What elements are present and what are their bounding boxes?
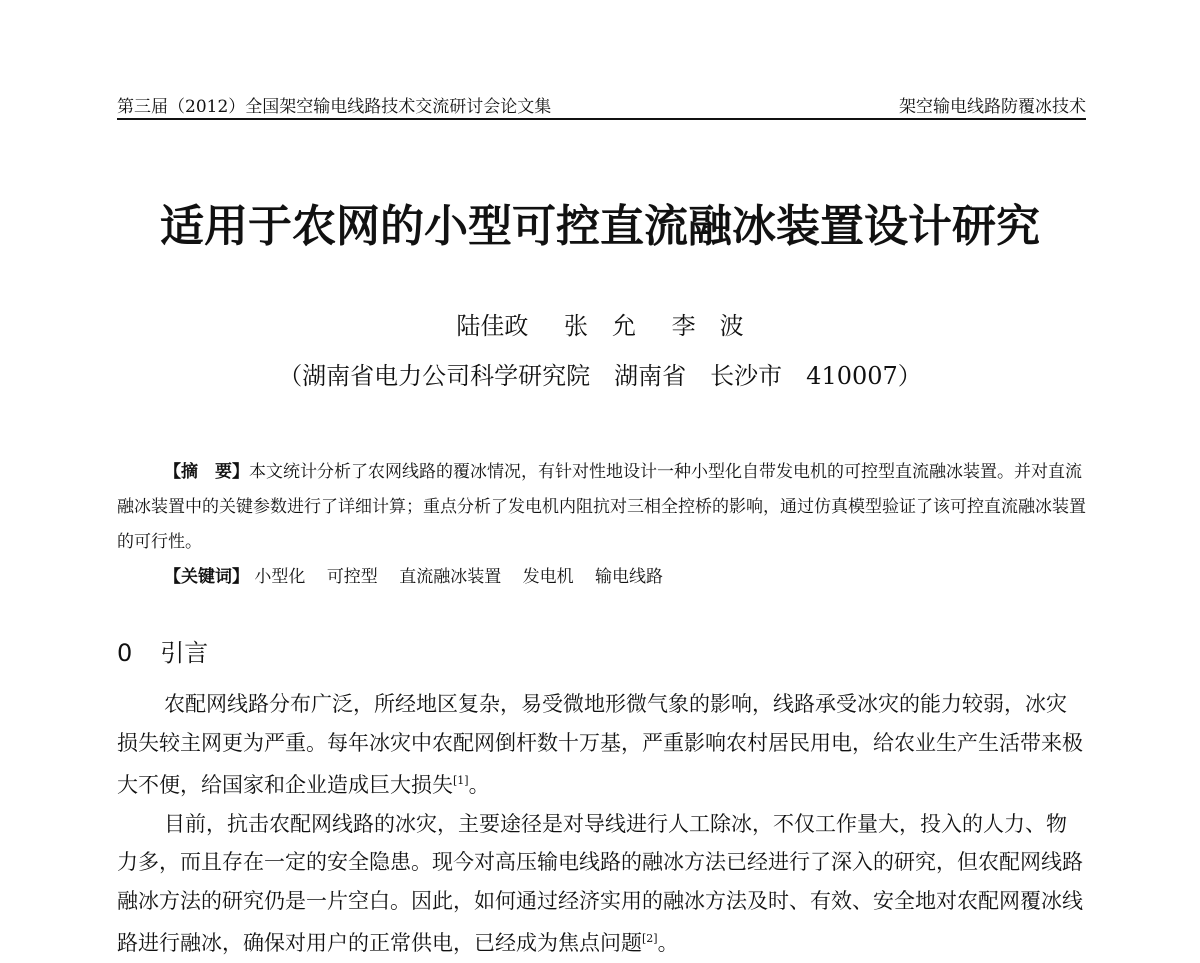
keywords <box>164 560 679 595</box>
keyword: 小型化 <box>254 567 306 587</box>
section-number: 0 <box>117 639 133 667</box>
author-name: 陆佳政 <box>456 312 529 340</box>
citation: [2] <box>642 932 658 945</box>
author-name: 李 波 <box>671 312 744 340</box>
paragraph: 农配网线路分布广泛，所经地区复杂，易受微地形微气象的影响，线路承受冰灾的能力较弱，冰灾损失较主网更为严重。每年冰灾中农配网倒杆数十万基，严重影响农村居民用电，给农业生产生活带来极大不便，给国家和企业造成巨大损失[1]。 <box>117 692 1083 797</box>
keyword: 直流融冰装置 <box>399 567 502 587</box>
abstract-text: 本文统计分析了农网线路的覆冰情况，有针对性地设计一种小型化自带发电机的可控型直流融冰装置。并对直流融冰装置中的关键参数进行了详细计算；重点分析了发电机内阻抗对三相全控桥的影响，通过仿真模型验证了该可控直流融冰装置的可行性。 <box>117 462 1086 552</box>
running-header <box>117 88 1086 120</box>
paper-title: 适用于农网的小型可控直流融冰装置设计研究 <box>160 201 1040 252</box>
header-proceedings-title: 第三届（2012）全国架空输电线路技术交流研讨会论文集 <box>117 97 552 117</box>
header-section-title: 架空输电线路防覆冰技术 <box>899 97 1086 117</box>
abstract-label: 【摘 要】 <box>164 462 249 482</box>
keyword: 发电机 <box>522 567 574 587</box>
section-title: 引言 <box>160 639 209 667</box>
keywords-label: 【关键词】 <box>164 567 249 587</box>
body-text <box>117 685 1086 963</box>
abstract <box>117 455 1086 560</box>
paragraph: 目前，抗击农配网线路的冰灾，主要途径是对导线进行人工除冰，不仅工作量大，投入的人力、物力多，而且存在一定的安全隐患。现今对高压输电线路的融冰方法已经进行了深入的研究，但农配网线路融冰方法的研究仍是一片空白。因此，如何通过经济实用的融冰方法及时、有效、安全地对农配网覆冰线路进行融冰，确保对用户的正常供电，已经成为焦点问题[2]。 <box>117 811 1083 955</box>
section-heading <box>117 633 208 668</box>
author-list <box>0 306 1200 341</box>
keyword: 可控型 <box>326 567 378 587</box>
affiliation: （湖南省电力公司科学研究院 湖南省 长沙市 410007） <box>278 362 922 390</box>
author-name: 张 允 <box>564 312 636 340</box>
keyword: 输电线路 <box>595 567 664 587</box>
citation: [1] <box>453 774 469 787</box>
